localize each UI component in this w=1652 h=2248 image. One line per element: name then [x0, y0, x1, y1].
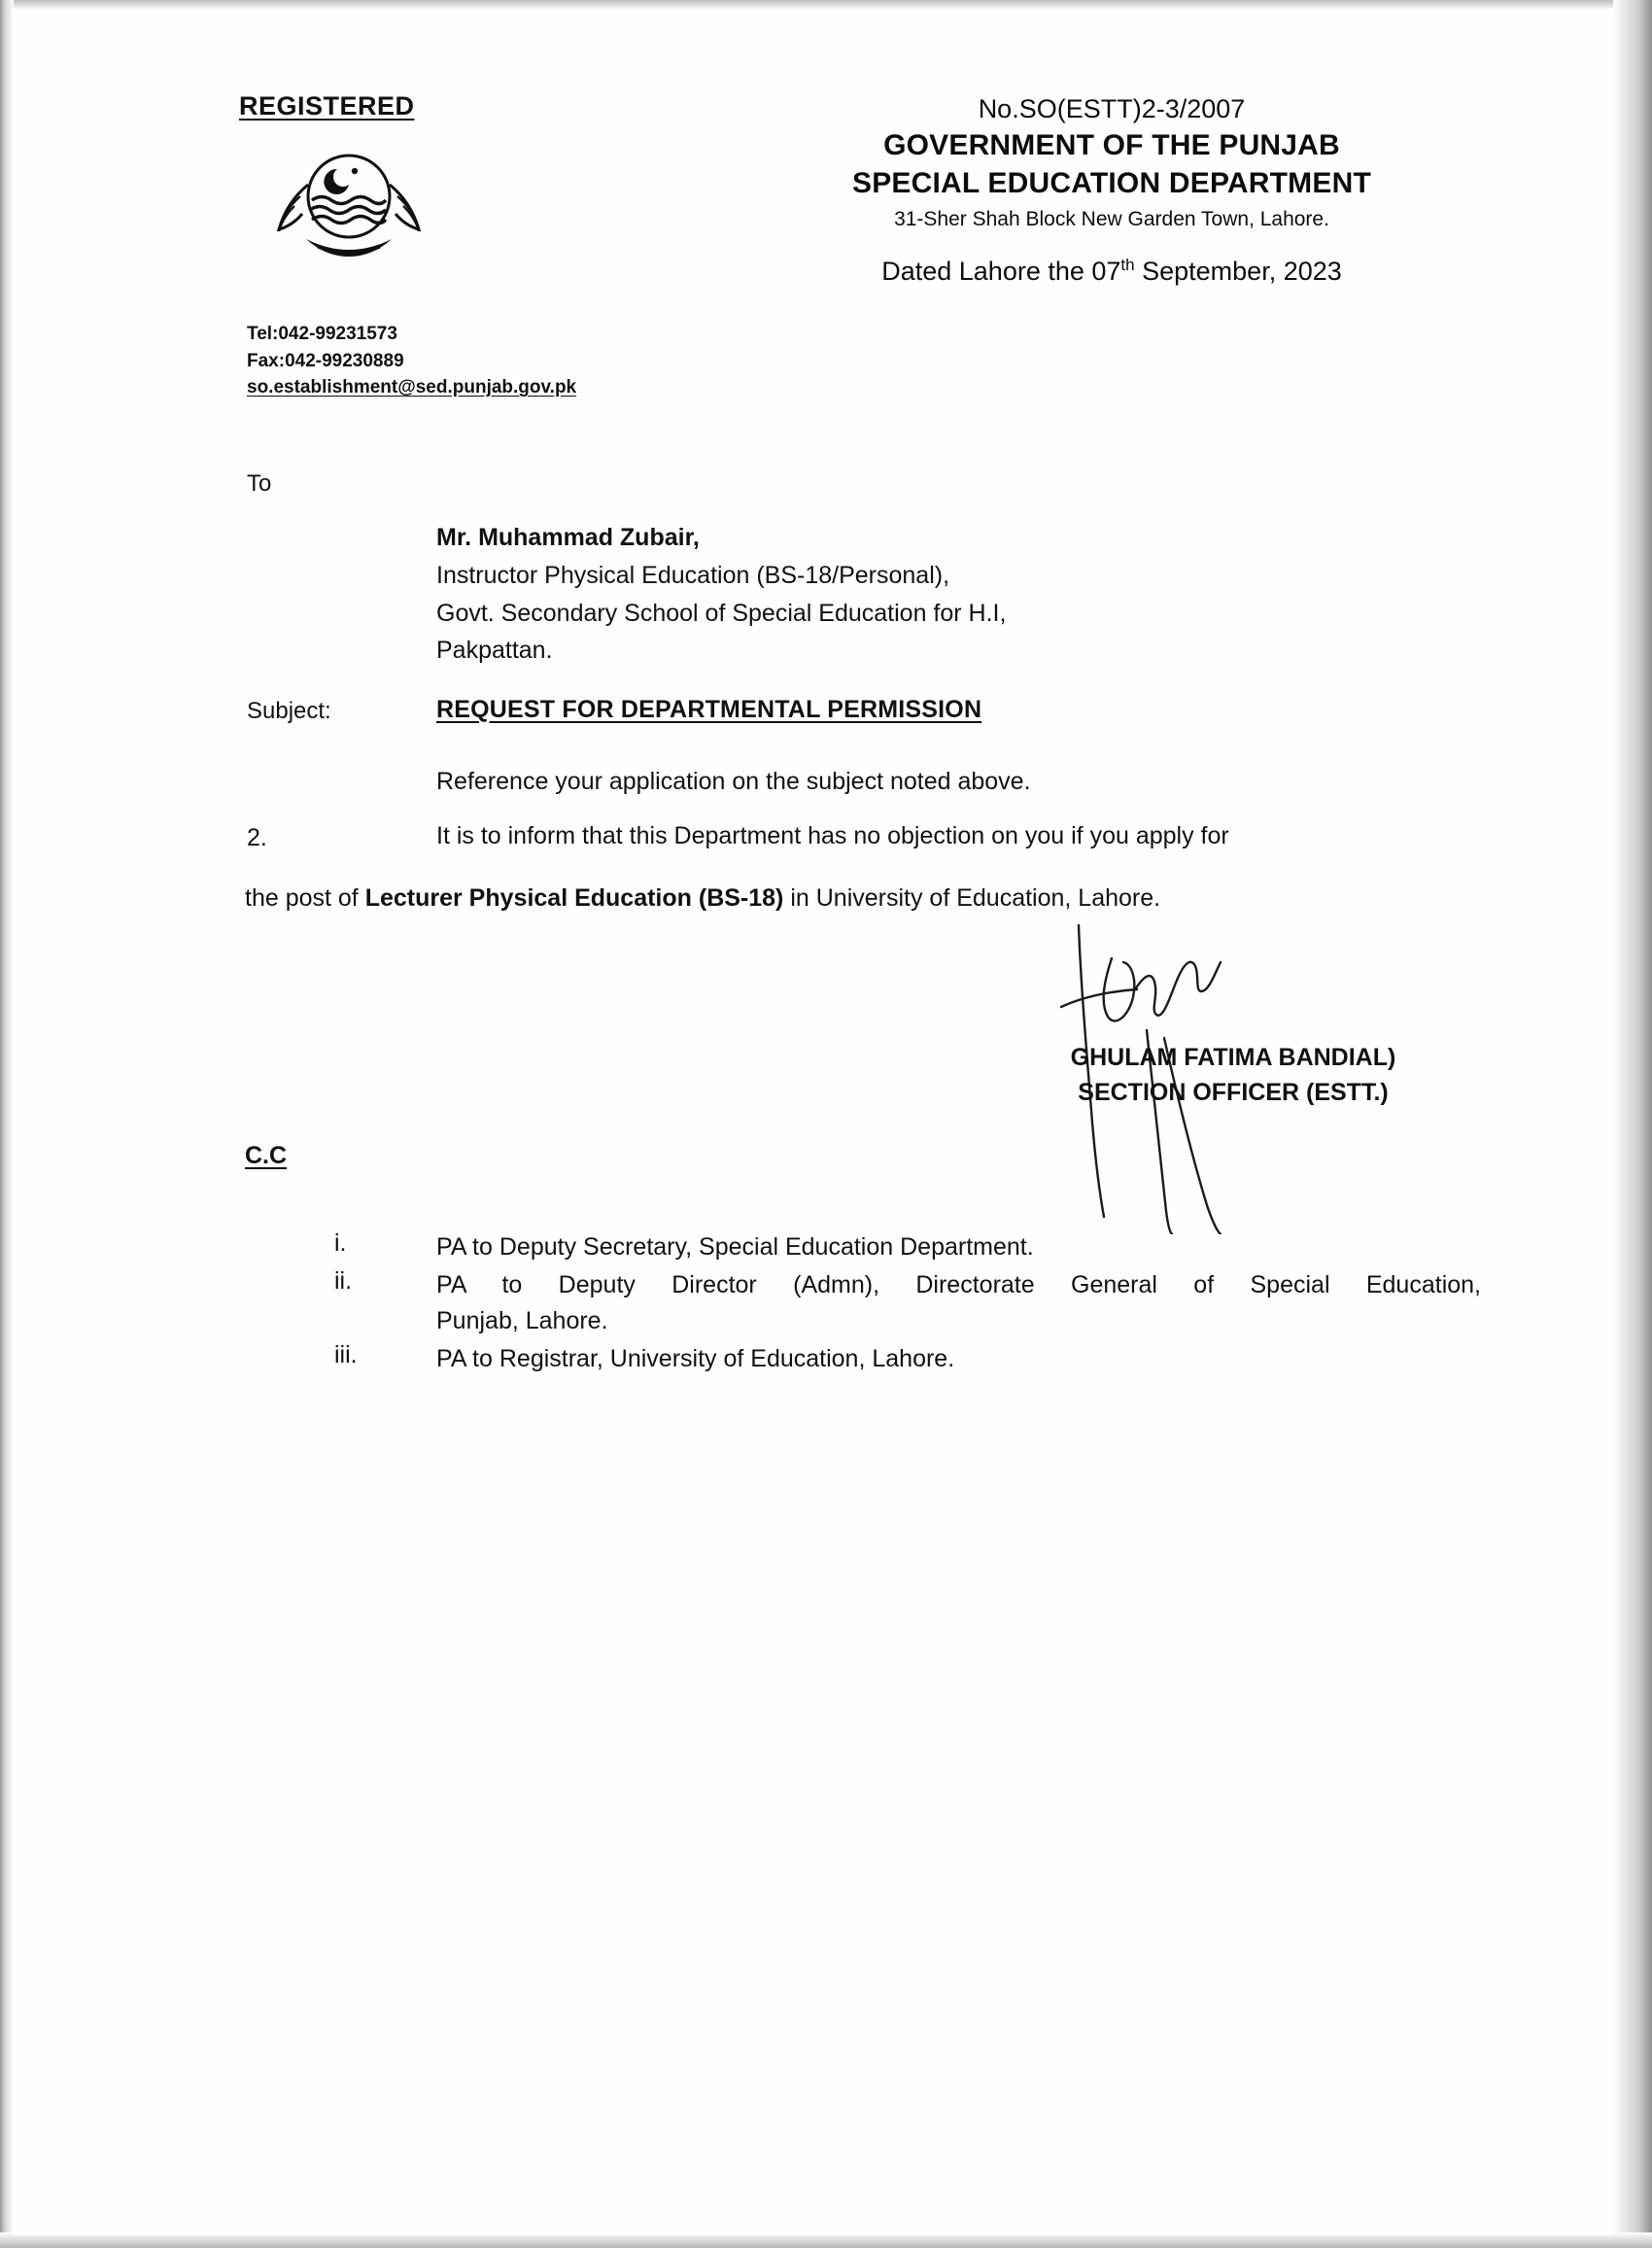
- subject-value: REQUEST FOR DEPARTMENTAL PERMISSION: [436, 696, 982, 723]
- addressee-institution: Govt. Secondary School of Special Education for H.I,: [436, 599, 1007, 627]
- reference-paragraph: Reference your application on the subject noted above.: [436, 768, 1031, 795]
- paragraph-2-pre: the post of: [245, 884, 365, 912]
- list-item: [334, 1341, 1481, 1377]
- fax-number: Fax:042-99230889: [247, 350, 404, 371]
- punjab-crest-icon: [261, 146, 436, 272]
- dated-line: [694, 256, 1530, 287]
- contact-block: [247, 321, 576, 401]
- scan-edge-top: [0, 0, 1652, 10]
- list-item: [334, 1229, 1481, 1265]
- cc-marker: i.: [334, 1229, 347, 1257]
- dated-prefix: Dated Lahore the 07: [881, 257, 1121, 287]
- addressee-designation: Instructor Physical Education (BS-18/Personal),: [436, 561, 950, 589]
- letter-sheet: [14, 10, 1613, 2235]
- post-title-bold: Lecturer Physical Education (BS-18): [364, 884, 784, 912]
- paragraph-2-line-1: It is to inform that this Department has no objection on you if you apply for: [436, 822, 1229, 849]
- cc-text-line-1: PA to Deputy Secretary, Special Education Department.: [436, 1233, 1034, 1261]
- paragraph-2-post: in University of Education, Lahore.: [783, 884, 1161, 912]
- signatory-block: [1005, 1040, 1462, 1111]
- scan-edge-left: [0, 0, 14, 2248]
- cc-text: [436, 1267, 1481, 1339]
- list-item: [334, 1267, 1481, 1339]
- cc-text-line-1: PA to Deputy Director (Admn), Directorate General of Special Education,: [436, 1271, 1481, 1298]
- reference-number: No.SO(ESTT)2-3/2007: [978, 94, 1246, 123]
- cc-marker: ii.: [334, 1267, 353, 1295]
- subject-label: Subject:: [247, 698, 331, 724]
- paragraph-2-number: 2.: [247, 824, 267, 851]
- cc-text-line-2: Punjab, Lahore.: [436, 1307, 608, 1334]
- addressee-name: Mr. Muhammad Zubair,: [436, 524, 700, 551]
- paragraph-2-line-2: [245, 884, 1160, 913]
- dated-suffix: September, 2023: [1134, 257, 1342, 287]
- dated-ordinal: th: [1120, 256, 1135, 275]
- department-title: SPECIAL EDUCATION DEPARTMENT: [852, 166, 1371, 199]
- department-address: 31-Sher Shah Block New Garden Town, Lahore.: [894, 207, 1329, 230]
- signatory-name: GHULAM FATIMA BANDIAL): [1070, 1044, 1396, 1071]
- letterhead: [694, 93, 1530, 287]
- cc-text-line-1: PA to Registrar, University of Education, Lahore.: [436, 1345, 955, 1372]
- addressee-city: Pakpattan.: [436, 637, 553, 665]
- registered-stamp: REGISTERED: [239, 91, 415, 121]
- telephone-number: Tel:042-99231573: [247, 324, 397, 344]
- cc-label: C.C: [245, 1142, 288, 1169]
- government-title: GOVERNMENT OF THE PUNJAB: [883, 128, 1340, 161]
- cc-list: [334, 1229, 1481, 1379]
- cc-text: [436, 1341, 1481, 1377]
- cc-text: [436, 1229, 1481, 1265]
- addressee-block: [436, 519, 1006, 670]
- email-address[interactable]: so.establishment@sed.punjab.gov.pk: [247, 377, 577, 398]
- to-label: To: [247, 470, 272, 497]
- cc-marker: iii.: [334, 1341, 358, 1368]
- signatory-designation: SECTION OFFICER (ESTT.): [1078, 1079, 1389, 1107]
- scan-edge-right: [1613, 0, 1652, 2248]
